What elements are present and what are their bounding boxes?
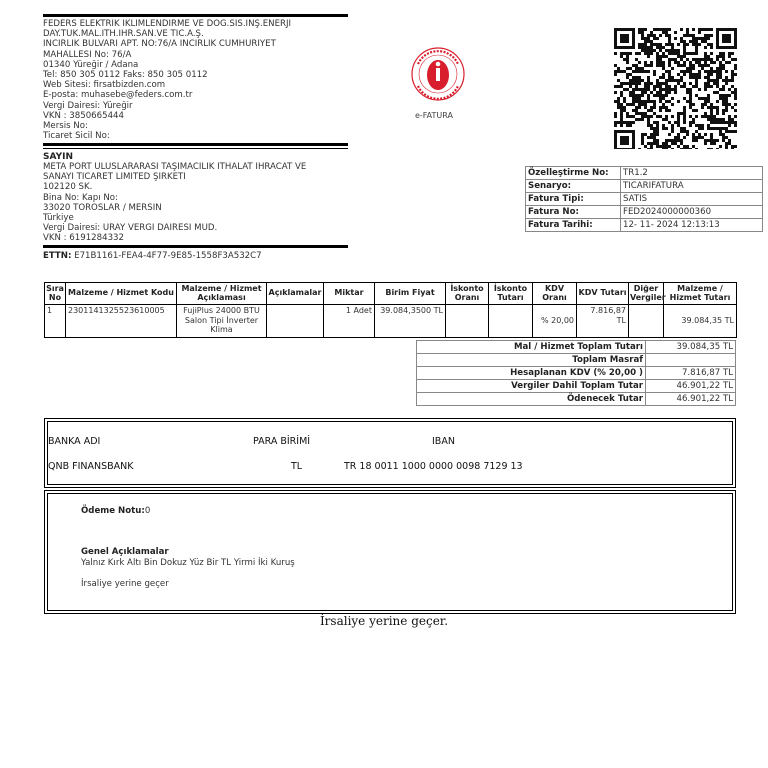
buyer-line: VKN : 6191284332 (43, 233, 124, 244)
seller-line: Mersis No: (43, 121, 88, 132)
bank-header-currency: PARA BİRİMİ (253, 436, 311, 447)
cell-kod: 2301141325523610005 (66, 305, 177, 338)
cell-aciklamalar (267, 305, 324, 338)
info-key: Fatura Tipi: (526, 193, 621, 206)
bank-name: QNB FINANSBANK (48, 461, 134, 472)
cell-sira: 1 (45, 305, 66, 338)
info-value: TICARIFATURA (621, 180, 763, 193)
seller-line: FEDERS ELEKTRİK İKLİMLENDİRME VE DOĞ.SİS.İNŞ.ENERJİ (43, 19, 292, 29)
table-row (45, 305, 737, 338)
totals-value: 46.901,22 TL (646, 380, 736, 393)
info-value: TR1.2 (621, 167, 763, 180)
col-header-kod: Malzeme / Hizmet Kodu (66, 283, 177, 305)
totals-row (417, 380, 736, 393)
general-notes-label: Genel Açıklamalar (81, 547, 169, 557)
seller-address (43, 17, 348, 141)
totals-label: Hesaplanan KDV (% 20,00 ) (417, 367, 646, 380)
info-row (526, 167, 763, 180)
seller-line: Vergi Dairesi: Yüreğir (43, 100, 133, 111)
buyer-line: Türkiye (43, 213, 74, 224)
seller-line: 01340 Yüreğir / Adana (43, 59, 139, 70)
col-header-aciklama: Malzeme / Hizmet Açıklaması (177, 283, 267, 305)
info-key: Fatura Tarihi: (526, 219, 621, 232)
general-notes-text: Yalnız Kırk Altı Bin Dokuz Yüz Bir TL Yirmi İki Kuruş (81, 558, 295, 568)
cell-fiyat: 39.084,3500 TL (375, 305, 446, 338)
info-row (526, 180, 763, 193)
seller-line: DAY.TÜK.MAL.İTH.İHR.SAN.VE TİC.A.Ş. (43, 29, 204, 40)
col-header-fiyat: Birim Fiyat (375, 283, 446, 305)
seller-line: VKN : 3850665444 (43, 110, 124, 121)
info-value: FED2024000000360 (621, 206, 763, 219)
info-value: SATIS (621, 193, 763, 206)
col-header-kdv-tutari: KDV Tutarı (577, 283, 629, 305)
ettn-label: ETTN: (43, 251, 72, 261)
cell-aciklama: FujiPlus 24000 BTU Salon Tipi İnverter Klima (177, 305, 267, 338)
bank-currency: TL (291, 461, 303, 472)
general-notes-title (81, 547, 169, 557)
info-key: Fatura No: (526, 206, 621, 219)
gib-logo-icon (406, 44, 470, 104)
invoice-info-table (525, 166, 763, 232)
buyer-block (43, 143, 348, 248)
seller-line: Ticaret Sicil No: (43, 131, 110, 142)
totals-table (416, 340, 736, 406)
col-header-kdv-orani: KDV Oranı (533, 283, 577, 305)
notes-box (44, 490, 736, 614)
totals-label: Ödenecek Tutar (417, 393, 646, 406)
payment-note-value: 0 (144, 506, 151, 516)
col-header-miktar: Miktar (324, 283, 375, 305)
cell-miktar: 1 Adet (324, 305, 375, 338)
cell-diger (629, 305, 664, 338)
buyer-address (43, 162, 348, 244)
totals-value: 39.084,35 TL (646, 341, 736, 354)
footer-text: İrsaliye yerine geçer. (319, 614, 449, 628)
totals-row (417, 341, 736, 354)
totals-label: Toplam Masraf (417, 354, 646, 367)
cell-kdv-tutari: 7.816,87 TL (577, 305, 629, 338)
totals-value: 7.816,87 TL (646, 367, 736, 380)
totals-label: Vergiler Dahil Toplam Tutar (417, 380, 646, 393)
seller-block (43, 14, 348, 141)
totals-row (417, 367, 736, 380)
document-type: e-FATURA (415, 111, 453, 120)
cell-iskonto-tutari (489, 305, 533, 338)
items-table (44, 282, 737, 338)
bank-box (44, 418, 736, 488)
totals-value: 46.901,22 TL (646, 393, 736, 406)
buyer-title: SAYIN (43, 152, 73, 162)
col-header-aciklamalar: Açıklamalar (267, 283, 324, 305)
buyer-line: Bina No: Kapı No: (43, 192, 118, 203)
totals-row (417, 393, 736, 406)
info-value: 12- 11- 2024 12:13:13 (621, 219, 763, 232)
buyer-line: 33020 TOROSLAR / MERSİN (43, 202, 162, 213)
buyer-line: META PORT ULUSLARARASI TAŞIMACILIK İTHALAT İHRACAT VE (43, 162, 307, 172)
totals-row (417, 354, 736, 367)
ettn-value: E71B1161-FEA4-4F77-9E85-1558F3A532C7 (74, 251, 262, 261)
seller-line: Tel: 850 305 0112 Faks: 850 305 0112 (43, 70, 208, 81)
col-header-diger: Diğer Vergiler (629, 283, 664, 305)
info-row (526, 219, 763, 232)
info-key: Senaryo: (526, 180, 621, 193)
seller-line: E-posta: muhasebe@feders.com.tr (43, 90, 193, 101)
cell-iskonto-orani (446, 305, 489, 338)
info-row (526, 193, 763, 206)
payment-note (81, 506, 150, 516)
seller-line: İNCİRLİK BULVARI APT. NO:76/A İNCİRLİK CUMHURİYET (43, 39, 276, 50)
cell-tutar: 39.084,35 TL (664, 305, 737, 338)
cell-kdv-orani: % 20,00 (533, 305, 577, 338)
buyer-line: 102120 SK. (43, 182, 93, 193)
totals-value (646, 354, 736, 367)
info-row (526, 206, 763, 219)
seller-line: Web Sitesi: firsatbizden.com (43, 80, 166, 91)
bank-iban: TR 18 0011 1000 0000 0098 7129 13 (344, 461, 523, 472)
buyer-top-rule (43, 143, 348, 146)
info-key: Özelleştirme No: (526, 167, 621, 180)
buyer-bottom-rule (43, 245, 348, 248)
qr-code-icon (613, 27, 738, 149)
bank-header-name: BANKA ADI (48, 436, 101, 447)
buyer-line: Vergi Dairesi: URAY VERGİ DAİRESİ MÜD. (43, 223, 218, 234)
buyer-line: SANAYİ TİCARET LİMİTED ŞİRKETİ (43, 172, 186, 183)
waybill-note: İrsaliye yerine geçer (81, 579, 169, 589)
payment-note-label: Ödeme Notu: (81, 506, 145, 516)
col-header-iskonto-orani: İskonto Oranı (446, 283, 489, 305)
col-header-iskonto-tutari: İskonto Tutarı (489, 283, 533, 305)
items-header-row (45, 283, 737, 305)
col-header-sira: Sıra No (45, 283, 66, 305)
seller-line: MAHALLESİ No: 76/A (43, 49, 132, 60)
totals-label: Mal / Hizmet Toplam Tutarı (417, 341, 646, 354)
col-header-tutar: Malzeme / Hizmet Tutarı (664, 283, 737, 305)
bank-header-iban: IBAN (432, 436, 455, 447)
ettn (43, 251, 262, 261)
